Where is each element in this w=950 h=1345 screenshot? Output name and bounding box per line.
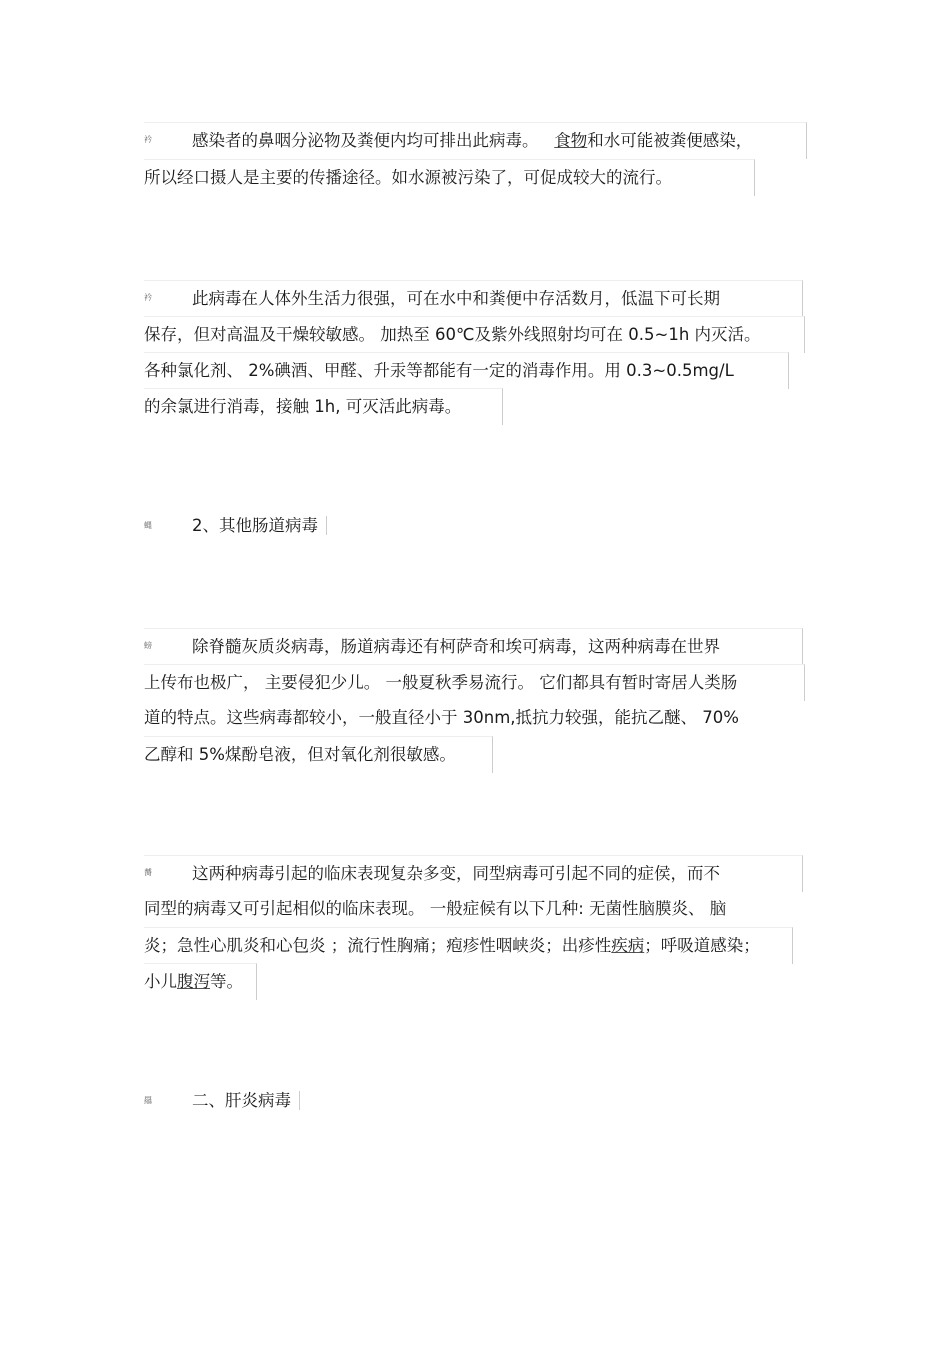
text-line: 除脊髓灰质炎病毒，肠道病毒还有柯萨奇和埃可病毒，这两种病毒在世界 bbox=[144, 628, 803, 665]
text-line: 炎；急性心肌炎和心包炎 ；流行性胸痛；疱疹性咽峡炎；出疹性疾病；呼吸道感染； bbox=[144, 927, 793, 964]
paragraph-marker: 膥 bbox=[144, 868, 152, 877]
text-line: 上传布也极广， 主要侵犯少儿。 一般夏秋季易流行。 它们都具有暂时寄居人类肠 bbox=[144, 664, 805, 701]
text-line: 所以经口摄人是主要的传播途径。如水源被污染了，可促成较大的流行。 bbox=[144, 159, 755, 196]
text-line: 保存，但对高温及干燥较敏感。 加热至 60℃及紫外线照射均可在 0.5~1h 内灭活。 bbox=[144, 316, 805, 353]
paragraph-marker: 衿 bbox=[144, 293, 152, 302]
text-line: 这两种病毒引起的临床表现复杂多变，同型病毒可引起不同的症侯，而不 bbox=[144, 855, 803, 892]
link-disease[interactable]: 疾病 bbox=[611, 936, 645, 955]
text-line: 各种氯化剂、 2%碘酒、甲醛、升汞等都能有一定的消毒作用。用 0.3~0.5mg/L bbox=[144, 352, 789, 389]
text-line: 道的特点。这些病毒都较小，一般直径小于 30nm,抵抗力较强，能抗乙醚、 70% bbox=[144, 708, 739, 727]
paragraph-marker: 衿 bbox=[144, 135, 152, 144]
text-line: 乙醇和 5%煤酚皂液，但对氧化剂很敏感。 bbox=[144, 736, 493, 773]
text-line: 此病毒在人体外生活力很强，可在水中和粪便中存活数月，低温下可长期 bbox=[144, 280, 803, 317]
heading-text: 二、肝炎病毒 bbox=[144, 1091, 300, 1110]
section-heading-2 bbox=[144, 508, 327, 544]
paragraph-marker: 螃 bbox=[144, 641, 152, 650]
text-line: 同型的病毒又可引起相似的临床表现。 一般症候有以下几种: 无菌性脑膜炎、 脑 bbox=[144, 899, 727, 918]
heading-text: 2、其他肠道病毒 bbox=[144, 516, 327, 535]
section-heading-hepatitis bbox=[144, 1083, 300, 1119]
text-line: 的余氯进行消毒，接触 1h, 可灭活此病毒。 bbox=[144, 388, 503, 425]
paragraph-marker: 羉 bbox=[144, 1096, 152, 1105]
link-food[interactable]: 食物 bbox=[554, 131, 588, 150]
link-diarrhea[interactable]: 腹泻 bbox=[177, 972, 210, 991]
text-line: 小儿腹泻等。 bbox=[144, 963, 257, 1000]
paragraph-marker: 蝿 bbox=[144, 521, 152, 530]
text-line: 感染者的鼻咽分泌物及粪便内均可排出此病毒。 食物和水可能被粪便感染， bbox=[144, 122, 807, 159]
